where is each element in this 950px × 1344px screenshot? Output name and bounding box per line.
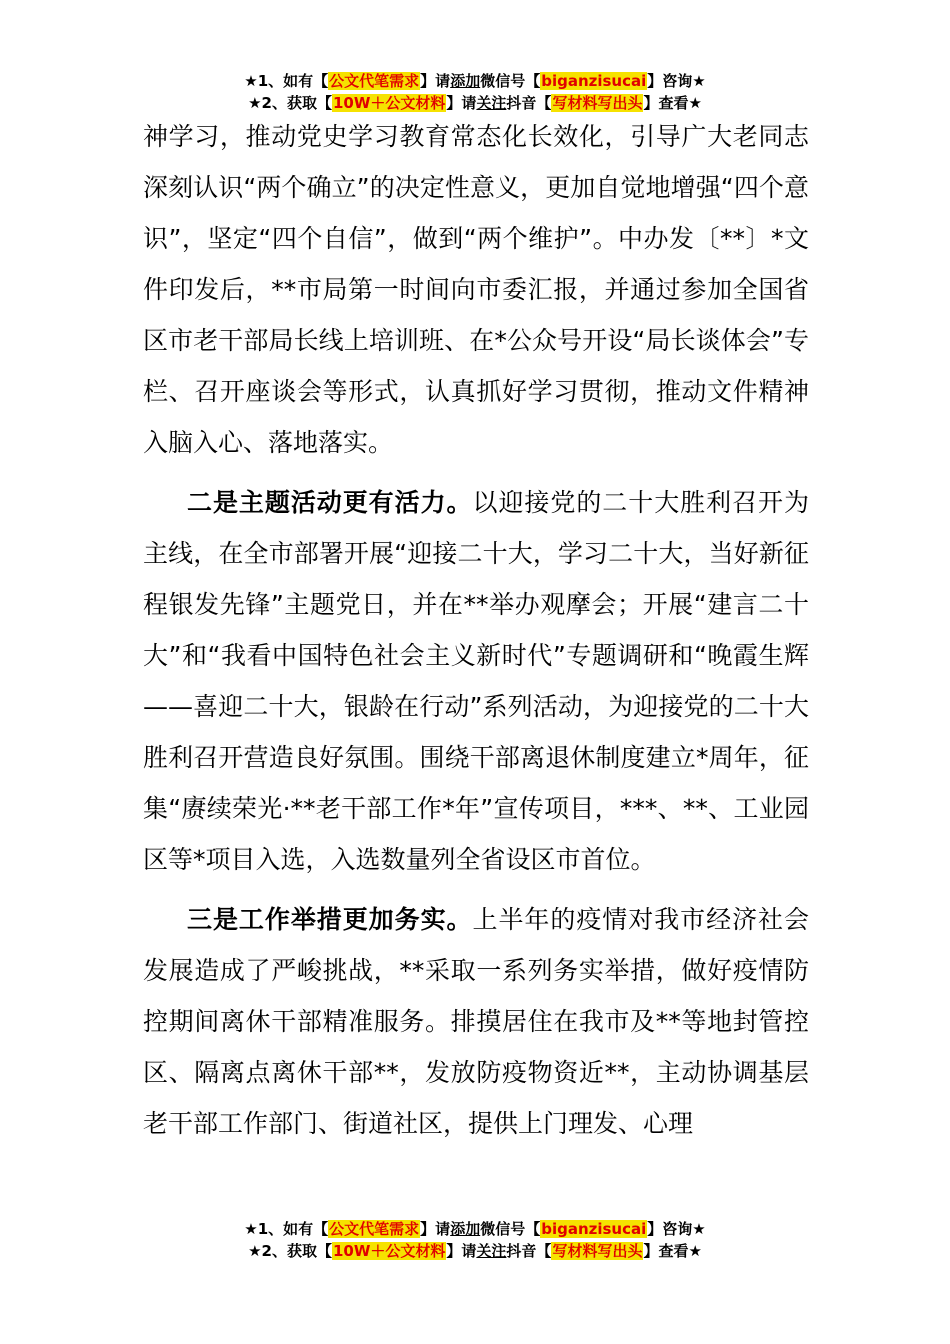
banner-text: ★2、获取【 <box>248 94 332 112</box>
banner-underline: 关注 <box>476 94 507 112</box>
paragraph-1 <box>143 111 809 468</box>
banner-line-2 <box>0 1240 950 1262</box>
paragraph-lead: 三是工作举措更加务实。 <box>187 905 473 934</box>
banner-highlight: 10W＋公文材料 <box>332 1242 446 1260</box>
paragraph-text: 以迎接党的二十大胜利召开为主线，在全市部署开展“迎接二十大，学习二十大，当好新征程银发先锋”主题党日，并在**举办观摩会；开展“建言二十大”和“我看中国特色社会主义新时代”专题调研和“晚霞生辉——喜迎二十大，银龄在行动”系列活动，为迎接党的二十大胜利召开营造良好氛围。围绕干部离退休制度建立*周年，征集“赓续荣光·**老干部工作*年”宣传项目，***、**、工业园区等*项目入选，入选数量列全省设区市首位。 <box>143 488 809 874</box>
footer-banner <box>0 1218 950 1262</box>
paragraph-3 <box>143 894 809 1149</box>
banner-highlight: biganzisucai <box>541 1220 647 1238</box>
banner-text: 】请 <box>446 94 477 112</box>
banner-text: 】查看★ <box>643 1242 702 1260</box>
paragraph-text: 上半年的疫情对我市经济社会发展造成了严峻挑战，**采取一系列务实举措，做好疫情防控期间离休干部精准服务。排摸居住在我市及**等地封管控区、隔离点离休干部**，发放防疫物资近**，主动协调基层老干部工作部门、街道社区，提供上门理发、心理 <box>143 905 809 1138</box>
paragraph-text: 神学习，推动党史学习教育常态化长效化，引导广大老同志深刻认识“两个确立”的决定性意义，更加自觉地增强“四个意识”，坚定“四个自信”，做到“两个维护”。中办发〔**〕*文件印发后，**市局第一时间向市委汇报，并通过参加全国省区市老干部局长线上培训班、在*公众号开设“局长谈体会”专栏、召开座谈会等形式，认真抓好学习贯彻，推动文件精神入脑入心、落地落实。 <box>143 122 809 457</box>
banner-highlight: 公文代笔需求 <box>329 1220 420 1238</box>
paragraph-lead: 二是主题活动更有活力。 <box>187 488 473 517</box>
banner-highlight: 写材料写出头 <box>552 94 643 112</box>
banner-highlight: 公文代笔需求 <box>329 72 420 90</box>
banner-text: ★2、获取【 <box>248 1242 332 1260</box>
banner-text: 】请 <box>420 72 451 90</box>
document-body <box>143 111 809 1149</box>
banner-text: ★1、如有【 <box>244 1220 329 1238</box>
banner-text: 】请 <box>446 1242 477 1260</box>
banner-text: 】请 <box>420 1220 451 1238</box>
banner-underline: 添加 <box>450 72 481 90</box>
banner-highlight: biganzisucai <box>541 72 647 90</box>
banner-text: 】查看★ <box>643 94 702 112</box>
banner-text: 微信号【 <box>480 72 541 90</box>
header-banner <box>0 70 950 114</box>
banner-line-1 <box>0 70 950 92</box>
banner-highlight: 写材料写出头 <box>552 1242 643 1260</box>
banner-text: ★1、如有【 <box>244 72 329 90</box>
banner-text: 抖音【 <box>506 1242 552 1260</box>
banner-underline: 关注 <box>476 1242 507 1260</box>
banner-line-1 <box>0 1218 950 1240</box>
banner-text: 抖音【 <box>506 94 552 112</box>
banner-text: 】咨询★ <box>647 1220 706 1238</box>
banner-text: 微信号【 <box>480 1220 541 1238</box>
banner-highlight: 10W＋公文材料 <box>332 94 446 112</box>
banner-underline: 添加 <box>450 1220 481 1238</box>
banner-text: 】咨询★ <box>647 72 706 90</box>
paragraph-2 <box>143 477 809 885</box>
